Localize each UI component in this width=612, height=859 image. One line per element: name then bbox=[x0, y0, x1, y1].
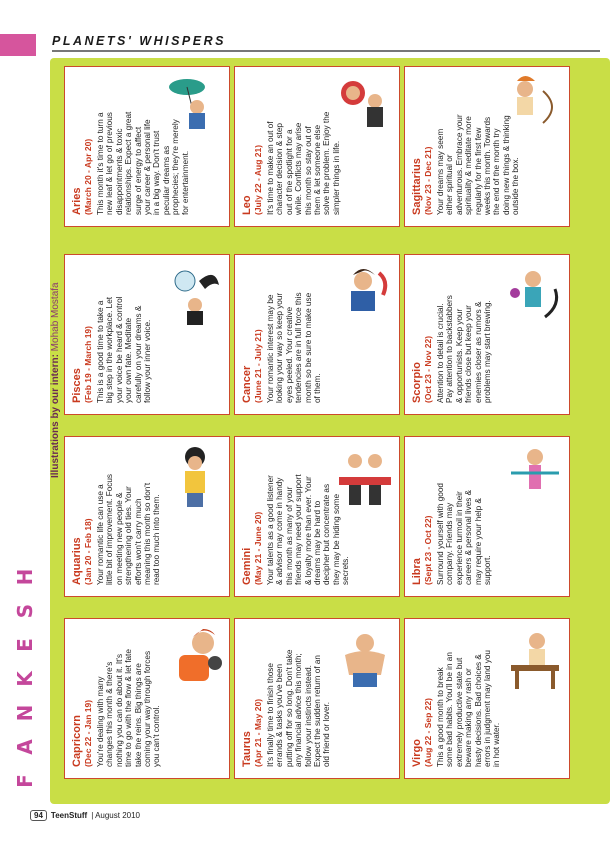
sign-name: Gemini bbox=[241, 547, 253, 585]
sign-text: You're dealing with many changes this month & there's nothing you can do about it. It's time to go with the flow & let fate take the reins. Big things are coming your way through forces you can't control. bbox=[96, 649, 162, 767]
magazine-name: TeenStuff bbox=[50, 810, 88, 820]
sign-name: Virgo bbox=[411, 739, 423, 767]
card-scorpio bbox=[404, 254, 570, 415]
aquarius-illustration bbox=[165, 443, 225, 513]
sign-dates: (Oct 23 - Nov 22) bbox=[423, 335, 433, 403]
credit-label: Illustrations by our intern: bbox=[50, 351, 61, 478]
sign-dates: (Feb 19 - March 19) bbox=[83, 326, 93, 403]
taurus-illustration bbox=[335, 625, 395, 695]
sign-name: Leo bbox=[241, 195, 253, 215]
sign-text: This is a good time to take a big step in the workplace. Let your voice be heard & control your own fate. Meditate carefully on your dreams & follow your inner voice. bbox=[96, 296, 153, 403]
sign-name: Capricorn bbox=[71, 715, 83, 767]
card-gemini bbox=[234, 436, 400, 597]
card-taurus bbox=[234, 618, 400, 779]
sign-text: Your romantic interest may be looking your way so keep your eyes peeled. Your creative tendencies are in full force this month so be sure to make use of them. bbox=[266, 292, 323, 403]
card-libra bbox=[404, 436, 570, 597]
sign-text: Your romantic life can use a little bit of improvement. Focus on meeting new people & strengthening old ties. Your efforts won't carry much meaning this month so don't read too much into them. bbox=[96, 473, 162, 585]
pisces-illustration bbox=[165, 261, 225, 331]
virgo-illustration bbox=[505, 625, 565, 695]
sign-dates: (Nov 23 - Dec 21) bbox=[423, 146, 433, 215]
header-color-bar bbox=[0, 34, 36, 56]
side-letter: N bbox=[13, 704, 37, 722]
side-letter: F bbox=[13, 774, 37, 788]
page-number: 94 bbox=[30, 810, 47, 821]
sign-dates: (June 21 - July 21) bbox=[253, 329, 263, 403]
sign-text: This month it's time to turn a new leaf & let go of previous disappointments & toxic relationships. Expect a great surge of energy to affect your career & personal life in a big way. Don't trust peculiar dreams as prophecies; they're merely for entertainment. bbox=[96, 111, 190, 215]
sign-name: Aquarius bbox=[71, 537, 83, 585]
sign-name: Pisces bbox=[71, 368, 83, 403]
page-footer bbox=[30, 808, 140, 822]
sign-text: This a good month to break some bad habits. You'll be in an extremely productive state but beware making any rash or hasty decisions. Bad choices & errors in judgment may land you in hot water. bbox=[436, 650, 502, 767]
side-letter: S bbox=[13, 603, 37, 619]
issue-date: | August 2010 bbox=[91, 810, 140, 820]
sign-name: Scorpio bbox=[411, 362, 423, 403]
sign-dates: (March 20 - Apr 20) bbox=[83, 138, 93, 215]
card-pisces bbox=[64, 254, 230, 415]
sign-text: It's finally time to finish those errands & tasks you've been putting off for so long. Don't take any financial advice this month; follow your instincts instead. Expect the sudden return of an old friend or lover. bbox=[266, 649, 332, 767]
sign-text: It's time to make an out of character decision & step out of the spotlight for a while. Conflicts may arise this month so stay out of them & let someone else solve the problem. Enjoy the simpler things in life. bbox=[266, 111, 341, 215]
sign-name: Taurus bbox=[241, 731, 253, 767]
leo-illustration bbox=[333, 71, 395, 143]
sign-text: Your dreams may seem either spiritual or adventurous. Embrace your spirituality & meditate more regularly for the first few weeks this month. Towards the end of the month try doing new things & thinking outside the box. bbox=[436, 114, 521, 215]
card-sagittarius bbox=[404, 66, 570, 227]
cancer-illustration bbox=[335, 261, 395, 331]
card-aries bbox=[64, 66, 230, 227]
side-letter: K bbox=[13, 671, 37, 687]
scorpio-illustration bbox=[505, 261, 565, 331]
side-letter: A bbox=[13, 739, 37, 755]
credit-name: Mohab Mostafa bbox=[50, 282, 61, 352]
sign-text: Attention to detail is crucial. Pay attention to backstabbers & opportunists. Keep your friends close but keep your enemies closer as rumors & problems may start brewing. bbox=[436, 295, 493, 403]
card-capricorn bbox=[64, 618, 230, 779]
sign-name: Cancer bbox=[241, 365, 253, 403]
card-leo bbox=[234, 66, 400, 227]
card-aquarius bbox=[64, 436, 230, 597]
sign-text: Surround yourself with good company. Friends may experience turmoil in their careers & personal lives & may require your help & support. bbox=[436, 483, 493, 585]
sign-dates: (Jan 20 - Feb 18) bbox=[83, 518, 93, 585]
fankesh-vertical-word bbox=[10, 560, 40, 798]
sign-name: Libra bbox=[411, 558, 423, 585]
side-letter: E bbox=[13, 638, 37, 652]
card-virgo bbox=[404, 618, 570, 779]
section-title: PLANETS' WHISPERS bbox=[52, 34, 226, 48]
sign-dates: (May 21 - June 20) bbox=[253, 511, 263, 585]
sign-dates: (July 22 - Aug 21) bbox=[253, 144, 263, 215]
sign-text: Your talents as a good listener & advisor may come in handy this month as many of your friends may need your support & loyalty more than ever. Your dreams may be hard to decipher but concentrate as they may be hiding some secrets. bbox=[266, 474, 351, 585]
capricorn-illustration bbox=[165, 623, 225, 693]
sign-dates: (Apr 21 - May 20) bbox=[253, 698, 263, 767]
sagittarius-illustration bbox=[503, 71, 565, 143]
gemini-illustration bbox=[335, 443, 395, 513]
sign-name: Sagittarius bbox=[411, 158, 423, 215]
sign-dates: (Aug 22 - Sep 22) bbox=[423, 698, 433, 767]
sign-dates: (Sept 23 - Oct 22) bbox=[423, 515, 433, 585]
aries-illustration bbox=[163, 71, 225, 143]
sign-dates: (Dec 22 - Jan 19) bbox=[83, 699, 93, 767]
sign-name: Aries bbox=[71, 187, 83, 215]
header-rule bbox=[52, 50, 600, 52]
side-letter: H bbox=[13, 568, 37, 586]
card-cancer bbox=[234, 254, 400, 415]
libra-illustration bbox=[505, 443, 565, 513]
